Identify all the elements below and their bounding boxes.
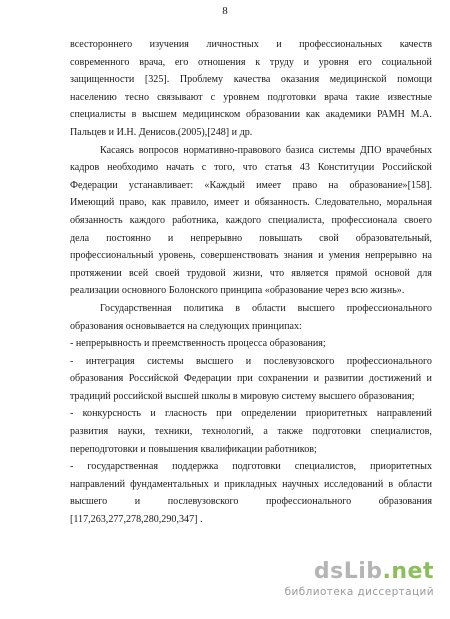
- word: профессионального: [346, 355, 432, 367]
- word: работника,: [172, 214, 219, 226]
- word: того,: [214, 162, 235, 174]
- text-line: [70, 511, 432, 529]
- word: специалистов,: [294, 461, 357, 473]
- word: дела: [70, 232, 90, 244]
- word: М.А.: [410, 109, 432, 121]
- word: профессиональный: [70, 250, 154, 262]
- word: совершенствовать: [200, 250, 279, 262]
- word: [325].: [144, 74, 170, 86]
- word: реализации основного Болонского принципа «образование через всю жизнь».: [70, 285, 405, 297]
- watermark-logo-tld: .net: [382, 559, 434, 584]
- word: и: [245, 355, 252, 367]
- word: имеет: [256, 179, 282, 191]
- word: сохранении: [258, 373, 309, 385]
- text-line: [100, 142, 432, 160]
- word: Федерации: [70, 179, 118, 191]
- word: и: [134, 496, 141, 508]
- word: прямой: [335, 267, 368, 279]
- word: интеграция: [85, 355, 135, 367]
- word: личностных: [206, 39, 259, 50]
- word: развития: [70, 426, 109, 438]
- word: научных: [282, 478, 319, 490]
- paragraph: [70, 300, 432, 335]
- word: послевузовского: [167, 496, 239, 508]
- word: на: [328, 179, 339, 191]
- paragraph: [70, 353, 432, 406]
- paragraph: [70, 335, 432, 353]
- text-line: [70, 318, 432, 336]
- word: врача,: [139, 56, 166, 68]
- word: уровень,: [158, 250, 196, 262]
- text-line: [70, 493, 432, 511]
- word: специалистов,: [370, 426, 432, 438]
- word: науки,: [117, 426, 146, 438]
- word: при: [236, 373, 253, 385]
- page-number: 8: [222, 5, 228, 17]
- word: направлений: [376, 408, 432, 420]
- word: правило,: [171, 197, 209, 209]
- word: традиций российской высшей школы в мировую систему высшего образования;: [70, 390, 415, 402]
- word: развитии: [324, 373, 364, 385]
- word: что: [269, 267, 285, 279]
- word: свой: [319, 232, 339, 244]
- word: защищенности: [70, 74, 135, 86]
- word: «Каждый: [204, 179, 245, 191]
- word: умения: [328, 250, 360, 262]
- word: также: [277, 426, 303, 438]
- watermark: [264, 559, 434, 605]
- word: направлений: [70, 478, 126, 490]
- word: всестороннего: [70, 39, 133, 50]
- word: и: [213, 478, 220, 490]
- word: имеет: [213, 197, 240, 209]
- word: высшем: [142, 109, 177, 121]
- word: прикладных: [224, 478, 278, 490]
- word: вопросов: [138, 144, 179, 156]
- word: специалиста,: [268, 214, 325, 226]
- word: и: [303, 56, 310, 68]
- text-line: [70, 177, 432, 195]
- word: каждого: [225, 214, 262, 226]
- word: протяжении: [70, 267, 122, 279]
- word: академики: [325, 109, 372, 121]
- word: конкурсность: [82, 408, 142, 420]
- text-line: [70, 54, 432, 72]
- paragraph: [70, 142, 432, 300]
- word: исследований: [323, 478, 384, 490]
- word: необходимо: [107, 162, 159, 174]
- word: помощи: [397, 74, 432, 86]
- word: [117,263,277,278,280,290,347] .: [70, 514, 203, 526]
- word: образовательный,: [355, 232, 432, 244]
- word: Проблему: [179, 74, 224, 86]
- word: специалисты: [70, 109, 126, 121]
- text-line: [70, 423, 432, 441]
- word: своего: [404, 214, 432, 226]
- word: области: [398, 478, 432, 490]
- word: подготовки: [232, 461, 281, 473]
- word: медицинской: [329, 74, 387, 86]
- word: профессионального: [346, 302, 432, 314]
- word: Конституции: [317, 162, 375, 174]
- word: кадров: [70, 162, 100, 174]
- word: основой: [374, 267, 410, 279]
- word: на: [422, 250, 432, 262]
- word: гласность: [165, 408, 207, 420]
- paragraph: [70, 36, 432, 142]
- watermark-logo-main: dsLib: [313, 559, 383, 584]
- word: технологий,: [201, 426, 254, 438]
- text-line: [70, 370, 432, 388]
- word: системы: [147, 355, 184, 367]
- word: статья: [265, 162, 292, 174]
- word: как: [151, 197, 166, 209]
- word: системы: [318, 144, 356, 156]
- text-line: [70, 159, 432, 177]
- word: определении: [241, 408, 297, 420]
- word: жизни,: [232, 267, 263, 279]
- word: непрерывно: [365, 250, 417, 262]
- word: медицинском: [182, 109, 241, 121]
- word: с: [210, 91, 216, 103]
- word: к: [255, 56, 261, 68]
- word: приоритетных: [370, 461, 432, 473]
- word: повышать: [259, 232, 303, 244]
- text-line: [70, 71, 432, 89]
- word: врача: [324, 91, 348, 103]
- text-line: [70, 335, 432, 353]
- word: известные: [387, 91, 432, 103]
- word: Российской: [382, 162, 432, 174]
- word: и: [150, 408, 156, 420]
- word: уровня: [318, 56, 349, 68]
- word: связывают: [157, 91, 203, 103]
- word: РАМН: [376, 109, 405, 121]
- text-line: [70, 212, 432, 230]
- word: образование»[158].: [349, 179, 432, 191]
- word: в: [235, 302, 241, 314]
- watermark-logo: [314, 559, 434, 584]
- word: Российской: [128, 373, 179, 385]
- word: качества: [233, 74, 271, 86]
- text-line: [70, 476, 432, 494]
- word: и: [426, 373, 432, 385]
- word: социальной: [381, 56, 432, 68]
- word: тесно: [124, 91, 149, 103]
- word: врачебных: [386, 144, 432, 156]
- text-line: [70, 441, 432, 459]
- word: профессионального: [266, 496, 352, 508]
- word: высшего: [70, 496, 108, 508]
- word: поддержка: [172, 461, 219, 473]
- word: устанавливает:: [128, 179, 194, 191]
- word: высшего: [196, 355, 234, 367]
- word: каждого: [129, 214, 166, 226]
- word: Имеющий: [70, 197, 115, 209]
- word: отношения: [198, 56, 246, 68]
- word: Касаясь: [100, 144, 134, 156]
- word: образования: [378, 496, 432, 508]
- text-line: [70, 89, 432, 107]
- word: и: [167, 232, 174, 244]
- word: ДПО: [359, 144, 382, 156]
- word: и: [244, 197, 250, 209]
- word: -: [70, 408, 74, 420]
- word: уровнем: [223, 91, 260, 103]
- word: обязанность.: [254, 197, 310, 209]
- word: Пальцев и И.Н. Денисов.(2005),[248] и др.: [70, 126, 253, 138]
- word: Государственная: [100, 302, 172, 314]
- word: с: [201, 162, 207, 174]
- word: труду: [269, 56, 294, 68]
- word: начать: [166, 162, 194, 174]
- text-line: [70, 458, 432, 476]
- paragraph: [70, 458, 432, 528]
- word: образовании: [246, 109, 301, 121]
- word: области: [251, 302, 286, 314]
- word: постоянно: [106, 232, 151, 244]
- word: профессионала: [331, 214, 398, 226]
- word: Следовательно,: [314, 197, 382, 209]
- word: приоритетных: [305, 408, 368, 420]
- word: а: [263, 426, 268, 438]
- paragraph: [70, 405, 432, 458]
- word: его: [358, 56, 372, 68]
- word: переподготовки и повышения квалификации работников;: [70, 443, 317, 455]
- word: всей: [128, 267, 149, 279]
- word: профессиональных: [299, 39, 383, 50]
- text-line: [70, 282, 432, 300]
- word: моральная: [386, 197, 432, 209]
- word: трудовой: [186, 267, 226, 279]
- word: высшего: [297, 302, 335, 314]
- word: право: [292, 179, 318, 191]
- word: качеств: [399, 39, 432, 50]
- word: своей: [155, 267, 180, 279]
- word: в: [131, 109, 137, 121]
- word: Федерации: [183, 373, 232, 385]
- word: фундаментальных: [130, 478, 209, 490]
- word: в: [388, 478, 394, 490]
- text-line: [70, 106, 432, 124]
- word: при: [216, 408, 232, 420]
- text-line: [70, 36, 432, 54]
- word: 43: [299, 162, 310, 174]
- word: образования: [70, 373, 124, 385]
- word: обязанность: [70, 214, 123, 226]
- text-line: [70, 230, 432, 248]
- word: послевузовского: [263, 355, 335, 367]
- word: и: [276, 39, 282, 50]
- word: право,: [119, 197, 147, 209]
- text-line: [70, 388, 432, 406]
- word: знания: [283, 250, 313, 262]
- text-line: [70, 265, 432, 283]
- word: -: [70, 355, 74, 367]
- word: непрерывно: [190, 232, 243, 244]
- word: подготовки: [312, 426, 361, 438]
- text-line: [70, 353, 432, 371]
- text-line: [70, 405, 432, 423]
- word: что: [242, 162, 258, 174]
- word: политика: [183, 302, 224, 314]
- text-line: [70, 247, 432, 265]
- word: базиса: [285, 144, 314, 156]
- word: техники,: [154, 426, 193, 438]
- word: его: [174, 56, 189, 68]
- text-line: [70, 194, 432, 212]
- document-body: [70, 36, 432, 529]
- word: и: [313, 373, 320, 385]
- word: нормативно-правового: [183, 144, 281, 156]
- word: является: [291, 267, 329, 279]
- word: государственная: [87, 461, 159, 473]
- word: для: [417, 267, 432, 279]
- word: подготовки: [267, 91, 317, 103]
- word: оказания: [280, 74, 320, 86]
- text-line: [100, 300, 432, 318]
- word: -: [70, 461, 74, 473]
- word: изучения: [149, 39, 189, 50]
- word: и: [318, 250, 324, 262]
- word: образования основывается на следующих принципах:: [70, 320, 302, 332]
- word: достижений: [368, 373, 422, 385]
- word: современного: [70, 56, 130, 68]
- word: такие: [355, 91, 380, 103]
- text-line: [70, 124, 432, 142]
- word: как: [305, 109, 320, 121]
- watermark-subtitle: библиотека диссертаций: [284, 586, 434, 598]
- word: - непрерывность и преемственность процесса образования;: [70, 338, 326, 350]
- word: населению: [70, 91, 117, 103]
